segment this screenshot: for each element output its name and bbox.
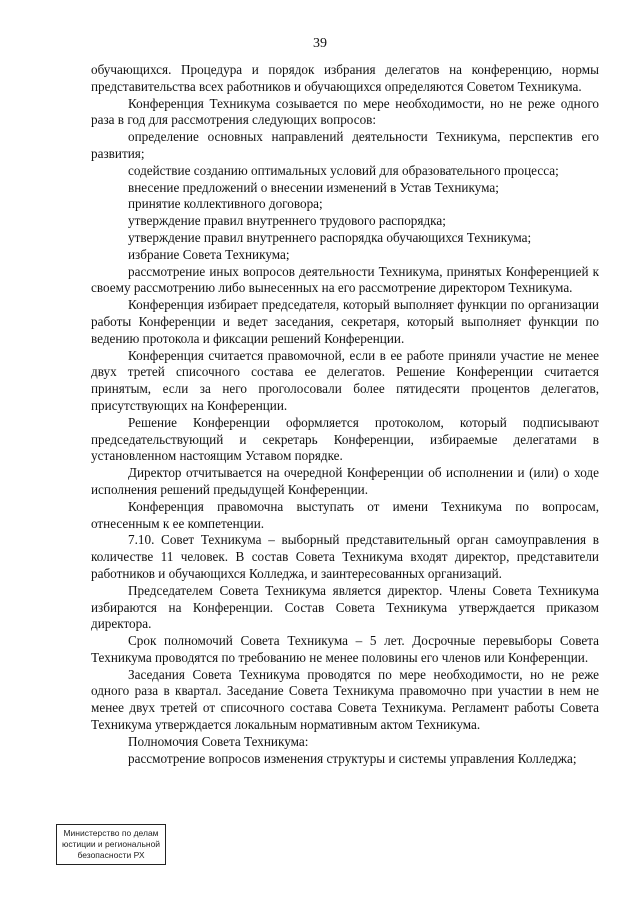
list-item: утверждение правил внутреннего трудового распорядка; [128,213,446,229]
list-item: рассмотрение иных вопросов деятельности Техникума, принятых Конференцией к своему рассмотрению либо вынесенных на его рассмотрение директором Техникума. [91,263,599,296]
paragraph: Срок полномочий Совета Техникума – 5 лет. Досрочные перевыборы Совета Техникума проводятся по требованию не менее половины его членов или Конференции. [91,633,599,665]
list-item: принятие коллективного договора; [128,196,323,212]
paragraph: Конференция правомочна выступать от имени Техникума по вопросам, отнесенным к ее компетенции. [91,498,599,531]
paragraph: Решение Конференции оформляется протоколом, который подписывают председательствующий и секретарь Конференции, избираемые делегатами в установленном настоящим Уставом порядке. [91,414,599,464]
paragraph: Конференция Техникума созывается по мере необходимости, но не реже одного раза в год для рассмотрения следующих вопросов: [91,95,599,128]
paragraph: 7.10. Совет Техникума – выборный представительный орган самоуправления в количестве 11 человек. В состав Совета Техникума входят директор, представители работников и обучающихся Колледжа, и заинтересованных организаций. [91,532,599,581]
list-item: содействие созданию оптимальных условий для образовательного процесса; [128,162,559,178]
list-item: избрание Совета Техникума; [128,246,290,262]
stamp-line: Министерство по делам [63,828,159,838]
document-body [91,62,599,767]
paragraph: Конференция считается правомочной, если в ее работе приняли участие не менее двух третей списочного состава ее делегатов. Решение Конференции считается принятым, если за него проголосовали более пятидесяти процентов делегатов, присутствующих на Конференции. [91,347,599,413]
list-item: внесение предложений о внесении изменений в Устав Техникума; [128,179,499,195]
paragraph: Конференция избирает председателя, который выполняет функции по организации работы Конференции и ведет заседания, секретаря, который выполняет функции по ведению протокола и фиксации решений Конференции. [91,297,599,346]
paragraph: Полномочия Совета Техникума: [128,733,309,749]
list-item: рассмотрение вопросов изменения структуры и системы управления Колледжа; [128,750,577,766]
paragraph: Заседания Совета Техникума проводятся по мере необходимости, но не реже одного раза в квартал. Заседание Совета Техникума правомочно при участии в нем не менее двух третей от списочного состава Совета Техникума. Регламент работы Совета Техникума утверждается локальным нормативным актом Техникума. [91,666,599,733]
paragraph: Председателем Совета Техникума является директор. Члены Совета Техникума избираются на Конференции. Состав Совета Техникума утверждается приказом директора. [91,582,599,632]
page-number: 39 [313,36,327,51]
stamp-line: юстиции и региональной [61,839,161,849]
registration-stamp [56,824,166,865]
stamp-line: безопасности РХ [77,850,145,860]
paragraph: обучающихся. Процедура и порядок избрания делегатов на конференцию, нормы представительства всех работников и обучающихся определяются Советом Техникума. [91,62,599,94]
paragraph: Директор отчитывается на очередной Конференции об исполнении и (или) о ходе исполнения решений предыдущей Конференции. [91,465,599,497]
list-item: определение основных направлений деятельности Техникума, перспектив его развития; [91,129,599,161]
list-item: утверждение правил внутреннего распорядка обучающихся Техникума; [128,229,532,245]
